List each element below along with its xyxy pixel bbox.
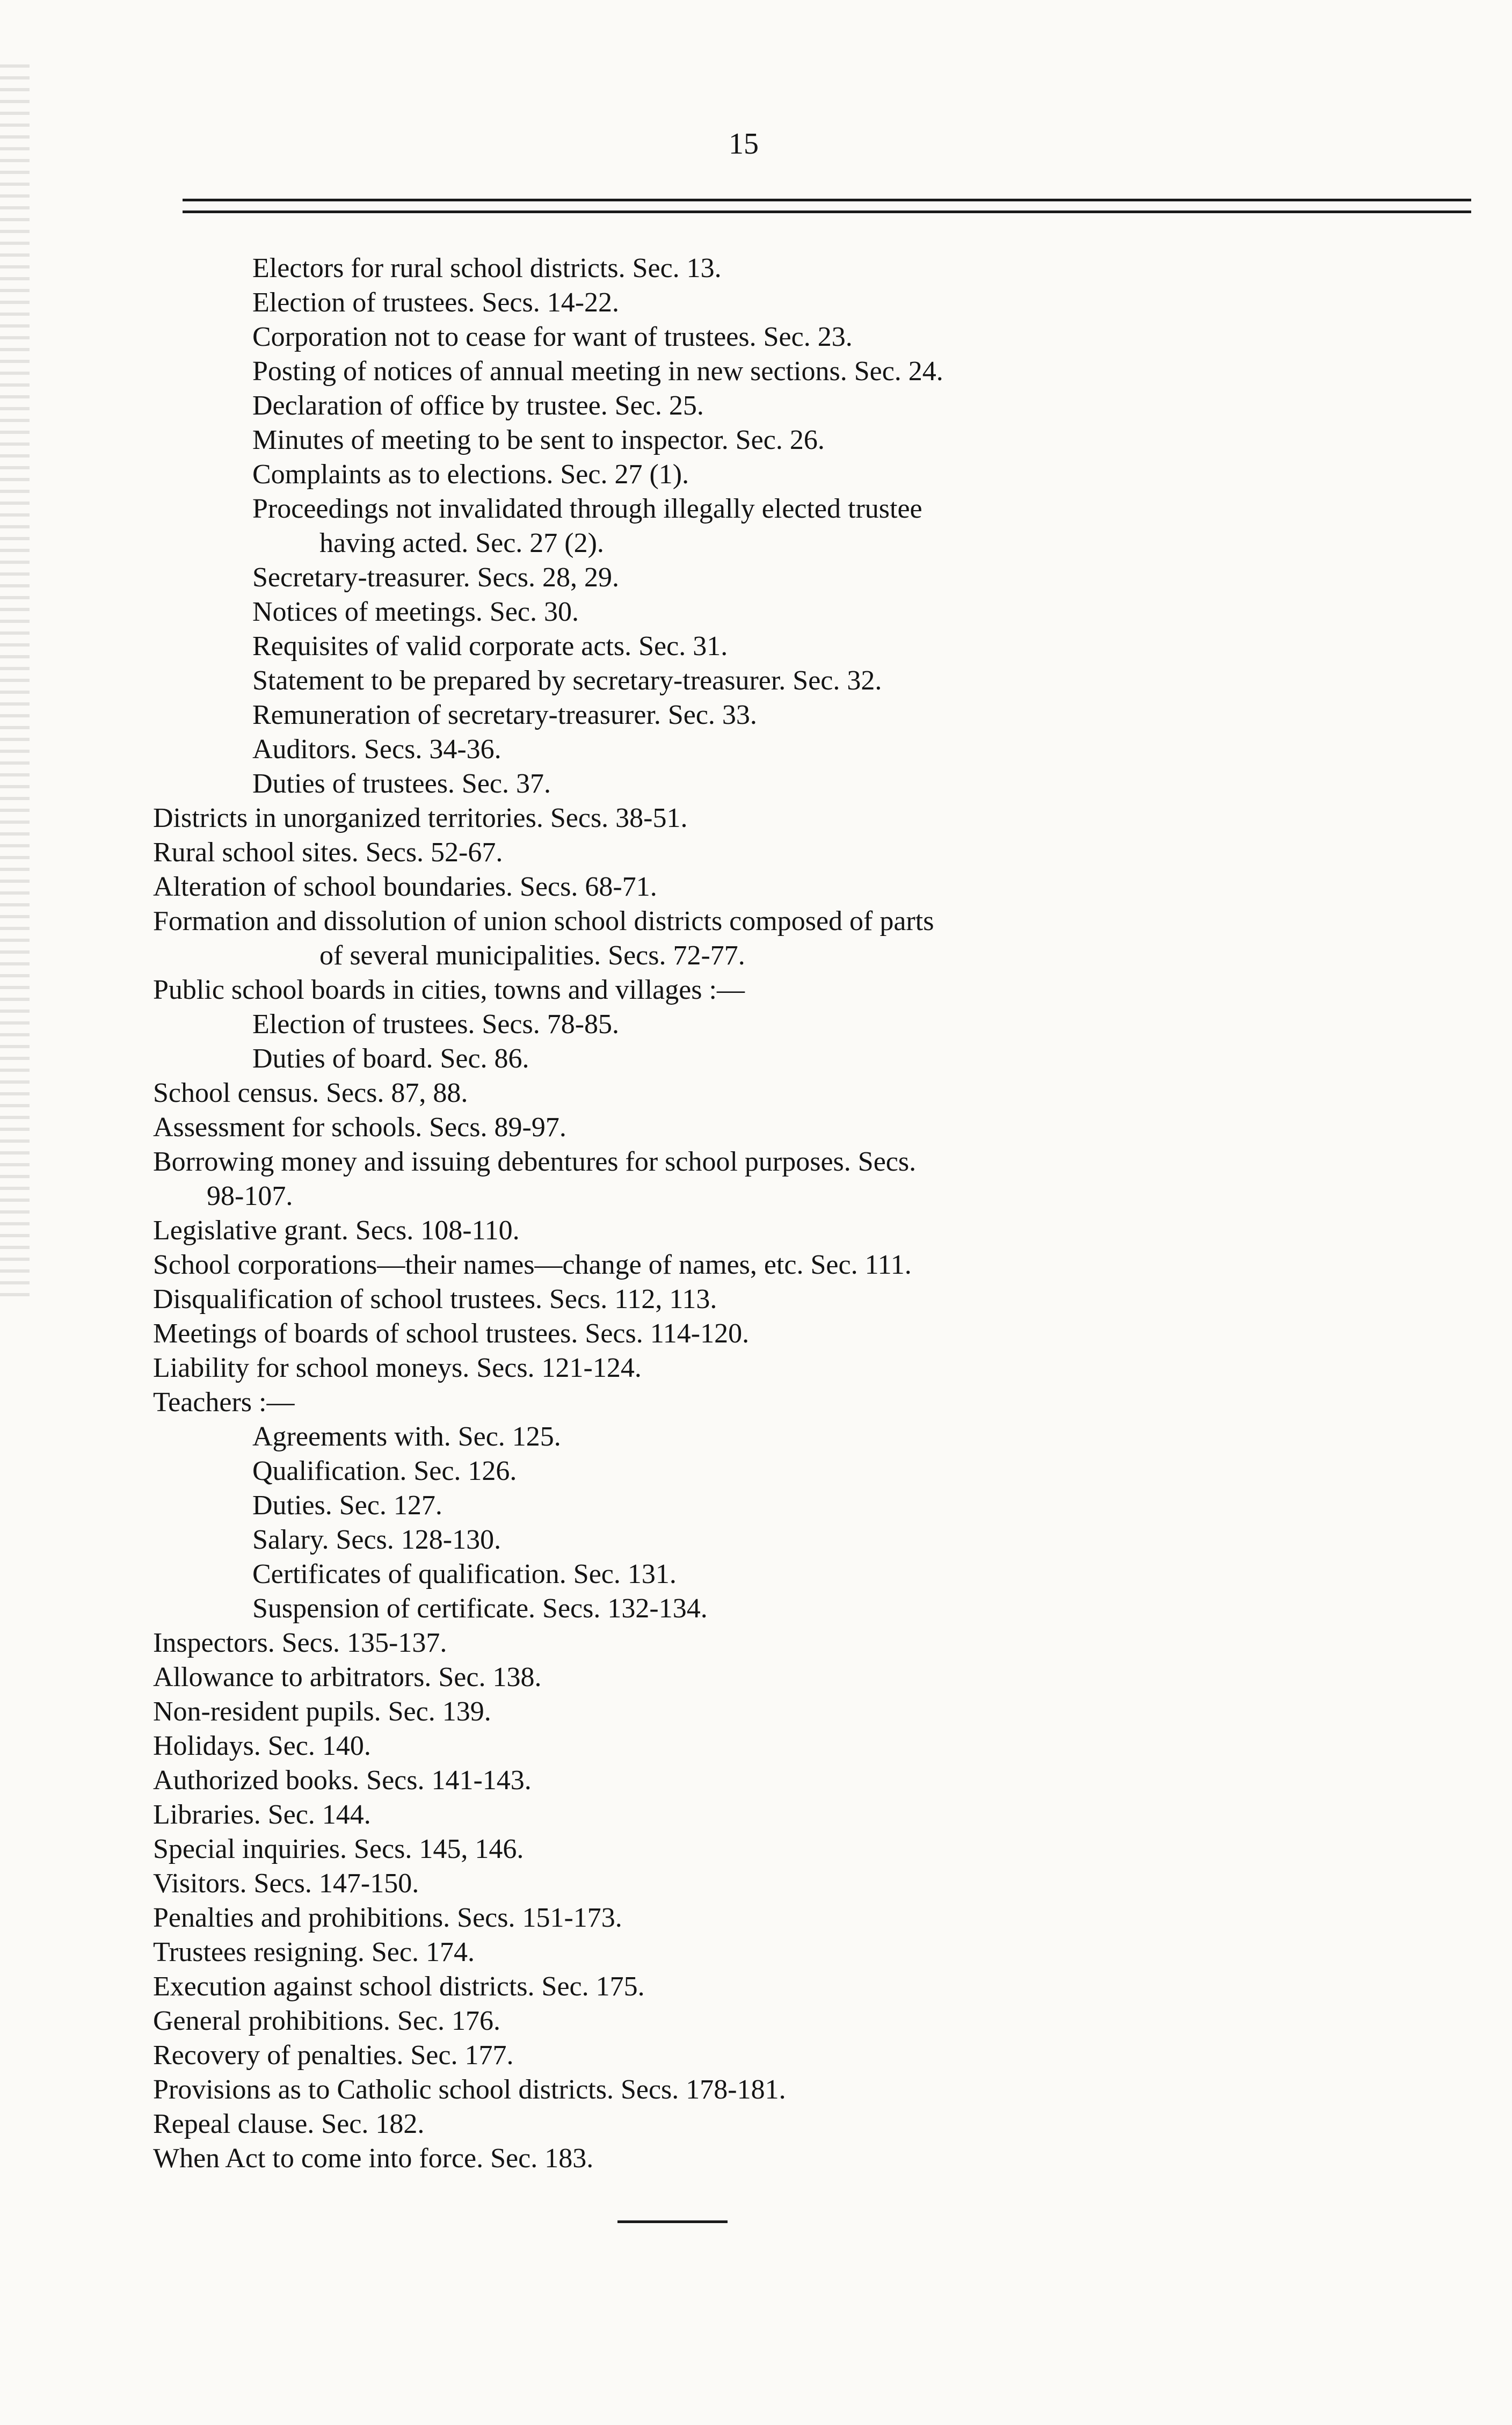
- toc-subentry: Corporation not to cease for want of trustees. Sec. 23.: [252, 322, 853, 352]
- toc-subentry: Proceedings not invalidated through illegally elected trustee: [252, 493, 922, 524]
- toc-subentry: Duties of trustees. Sec. 37.: [252, 768, 551, 799]
- toc-entry: Authorized books. Secs. 141-143.: [153, 1765, 532, 1796]
- toc-entry: Disqualification of school trustees. Secs. 112, 113.: [153, 1284, 717, 1315]
- toc-subentry: Electors for rural school districts. Sec. 13.: [252, 253, 722, 284]
- toc-entry: Legislative grant. Secs. 108-110.: [153, 1215, 520, 1246]
- toc-entry: General prohibitions. Sec. 176.: [153, 2006, 500, 2036]
- toc-subentry: Election of trustees. Secs. 78-85.: [252, 1009, 620, 1040]
- toc-subentry: Duties of board. Sec. 86.: [252, 1043, 529, 1074]
- toc-entry: Recovery of penalties. Sec. 177.: [153, 2040, 514, 2071]
- toc-entry: Borrowing money and issuing debentures for school purposes. Secs.: [153, 1146, 917, 1177]
- toc-subentry: Minutes of meeting to be sent to inspector. Sec. 26.: [252, 425, 825, 455]
- toc-entry: Districts in unorganized territories. Secs. 38-51.: [153, 803, 688, 833]
- toc-subentry: Certificates of qualification. Sec. 131.: [252, 1559, 677, 1589]
- toc-entry: Holidays. Sec. 140.: [153, 1731, 371, 1761]
- toc-entry: Teachers :—: [153, 1387, 295, 1418]
- toc-entry: Special inquiries. Secs. 145, 146.: [153, 1834, 524, 1864]
- toc-entry: Trustees resigning. Sec. 174.: [153, 1937, 475, 1967]
- toc-entry: Meetings of boards of school trustees. Secs. 114-120.: [153, 1318, 750, 1349]
- toc-entry: Visitors. Secs. 147-150.: [153, 1868, 419, 1899]
- toc-subentry: Statement to be prepared by secretary-treasurer. Sec. 32.: [252, 665, 882, 696]
- toc-entry-continuation: 98-107.: [207, 1181, 293, 1211]
- toc-entry: Provisions as to Catholic school districts. Secs. 178-181.: [153, 2074, 786, 2105]
- toc-entry: When Act to come into force. Sec. 183.: [153, 2143, 594, 2174]
- toc-subentry: Posting of notices of annual meeting in new sections. Sec. 24.: [252, 356, 943, 387]
- page-number: 15: [729, 127, 759, 161]
- toc-entry: Formation and dissolution of union school districts composed of parts: [153, 906, 934, 936]
- toc-subentry: Auditors. Secs. 34-36.: [252, 734, 501, 765]
- toc-entry: Non-resident pupils. Sec. 139.: [153, 1696, 491, 1727]
- toc-entry-continuation: of several municipalities. Secs. 72-77.: [319, 940, 745, 971]
- toc-subentry: Requisites of valid corporate acts. Sec. 31.: [252, 631, 728, 662]
- header-rule-top: [183, 199, 1471, 201]
- toc-subentry: Qualification. Sec. 126.: [252, 1456, 517, 1486]
- toc-entry: Alteration of school boundaries. Secs. 68-71.: [153, 872, 657, 902]
- toc-entry: Allowance to arbitrators. Sec. 138.: [153, 1662, 542, 1693]
- header-rule-bottom: [183, 210, 1471, 213]
- toc-subentry: Agreements with. Sec. 125.: [252, 1421, 561, 1452]
- toc-subentry: Remuneration of secretary-treasurer. Sec. 33.: [252, 700, 757, 730]
- toc-entry: School census. Secs. 87, 88.: [153, 1078, 468, 1108]
- toc-entry: Public school boards in cities, towns and villages :—: [153, 975, 745, 1005]
- toc-subentry: Duties. Sec. 127.: [252, 1490, 442, 1521]
- toc-entry-continuation: having acted. Sec. 27 (2).: [319, 528, 604, 558]
- toc-entry: Repeal clause. Sec. 182.: [153, 2109, 425, 2139]
- toc-entry: Liability for school moneys. Secs. 121-124.: [153, 1353, 642, 1383]
- toc-entry: Assessment for schools. Secs. 89-97.: [153, 1112, 566, 1143]
- toc-entry: Penalties and prohibitions. Secs. 151-173.: [153, 1903, 622, 1933]
- toc-subentry: Salary. Secs. 128-130.: [252, 1524, 501, 1555]
- toc-entry: Execution against school districts. Sec. 175.: [153, 1971, 645, 2002]
- toc-subentry: Complaints as to elections. Sec. 27 (1).: [252, 459, 689, 490]
- toc-subentry: Suspension of certificate. Secs. 132-134.: [252, 1593, 708, 1624]
- end-rule: [617, 2220, 728, 2223]
- toc-entry: Rural school sites. Secs. 52-67.: [153, 837, 503, 868]
- toc-entry: Libraries. Sec. 144.: [153, 1799, 371, 1830]
- table-of-contents: [0, 251, 1512, 2176]
- toc-subentry: Declaration of office by trustee. Sec. 25.: [252, 390, 704, 421]
- toc-subentry: Election of trustees. Secs. 14-22.: [252, 287, 620, 318]
- toc-subentry: Notices of meetings. Sec. 30.: [252, 597, 579, 627]
- toc-subentry: Secretary-treasurer. Secs. 28, 29.: [252, 562, 619, 593]
- toc-entry: School corporations—their names—change of names, etc. Sec. 111.: [153, 1250, 912, 1280]
- toc-entry: Inspectors. Secs. 135-137.: [153, 1628, 447, 1658]
